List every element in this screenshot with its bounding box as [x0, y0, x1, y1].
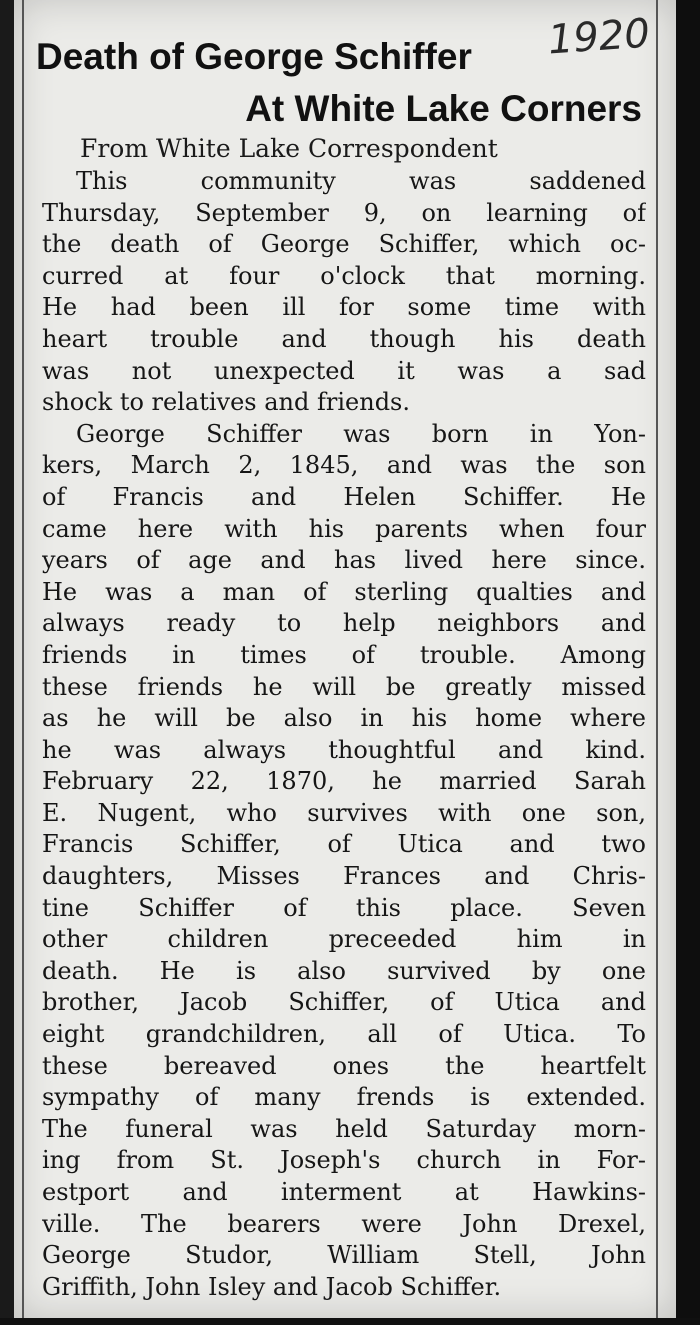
- column-rule-right: [656, 0, 658, 1318]
- byline: From White Lake Correspondent: [80, 134, 498, 163]
- article-line: Thursday, September 9, on learning of: [42, 198, 646, 227]
- article-line: other children preceeded him in: [42, 925, 646, 954]
- article-line: curred at four o'clock that morning.: [42, 261, 646, 290]
- headline-line-1: Death of George Schiffer: [36, 36, 472, 77]
- background-bottom-edge: [0, 1318, 700, 1325]
- article-line: shock to relatives and friends.: [42, 388, 411, 417]
- column-rule-left: [22, 0, 24, 1318]
- article-line: always ready to help neighbors and: [42, 609, 646, 638]
- article-line: brother, Jacob Schiffer, of Utica and: [42, 988, 646, 1017]
- article-line: these bereaved ones the heartfelt: [42, 1051, 646, 1080]
- article-line: of Francis and Helen Schiffer. He: [42, 482, 646, 511]
- article-line: He was a man of sterling qualties and: [42, 577, 646, 606]
- article-line: was not unexpected it was a sad: [42, 356, 646, 385]
- article-line: came here with his parents when four: [42, 514, 646, 543]
- article-line: he was always thoughtful and kind.: [42, 735, 646, 764]
- article-line: friends in times of trouble. Among: [42, 640, 646, 669]
- background-edge: [676, 0, 700, 1325]
- article-line: eight grandchildren, all of Utica. To: [42, 1020, 646, 1049]
- article-line: George Schiffer was born in Yon-: [76, 419, 646, 448]
- article-line: The funeral was held Saturday morn-: [42, 1114, 646, 1143]
- article-line: This community was saddened: [76, 167, 646, 195]
- article-line: tine Schiffer of this place. Seven: [42, 893, 646, 922]
- article-line: these friends he will be greatly missed: [42, 672, 646, 701]
- article-line: kers, March 2, 1845, and was the son: [42, 451, 646, 480]
- article-line: death. He is also survived by one: [42, 956, 646, 985]
- article-line: heart trouble and though his death: [42, 324, 646, 353]
- article-line: daughters, Misses Frances and Chris-: [42, 862, 646, 891]
- article-line: Griffith, John Isley and Jacob Schiffer.: [42, 1272, 502, 1301]
- article-line: estport and interment at Hawkins-: [42, 1178, 646, 1206]
- article-line: ing from St. Joseph's church in For-: [42, 1146, 646, 1175]
- headline-line-2: At White Lake Corners: [245, 88, 642, 129]
- article-line: ville. The bearers were John Drexel,: [42, 1209, 646, 1238]
- article-line: as he will be also in his home where: [42, 704, 646, 733]
- article-line: the death of George Schiffer, which oc-: [42, 230, 646, 259]
- article-line: E. Nugent, who survives with one son,: [42, 798, 646, 827]
- article-line: Francis Schiffer, of Utica and two: [42, 830, 646, 859]
- article-line: George Studor, William Stell, John: [42, 1241, 646, 1270]
- handwritten-year: 1920: [546, 10, 652, 64]
- article-line: sympathy of many frends is extended.: [42, 1083, 646, 1112]
- article-line: He had been ill for some time with: [42, 293, 646, 322]
- article-body: [42, 166, 646, 1303]
- article-line: February 22, 1870, he married Sarah: [42, 767, 646, 796]
- article-line: years of age and has lived here since.: [42, 546, 646, 575]
